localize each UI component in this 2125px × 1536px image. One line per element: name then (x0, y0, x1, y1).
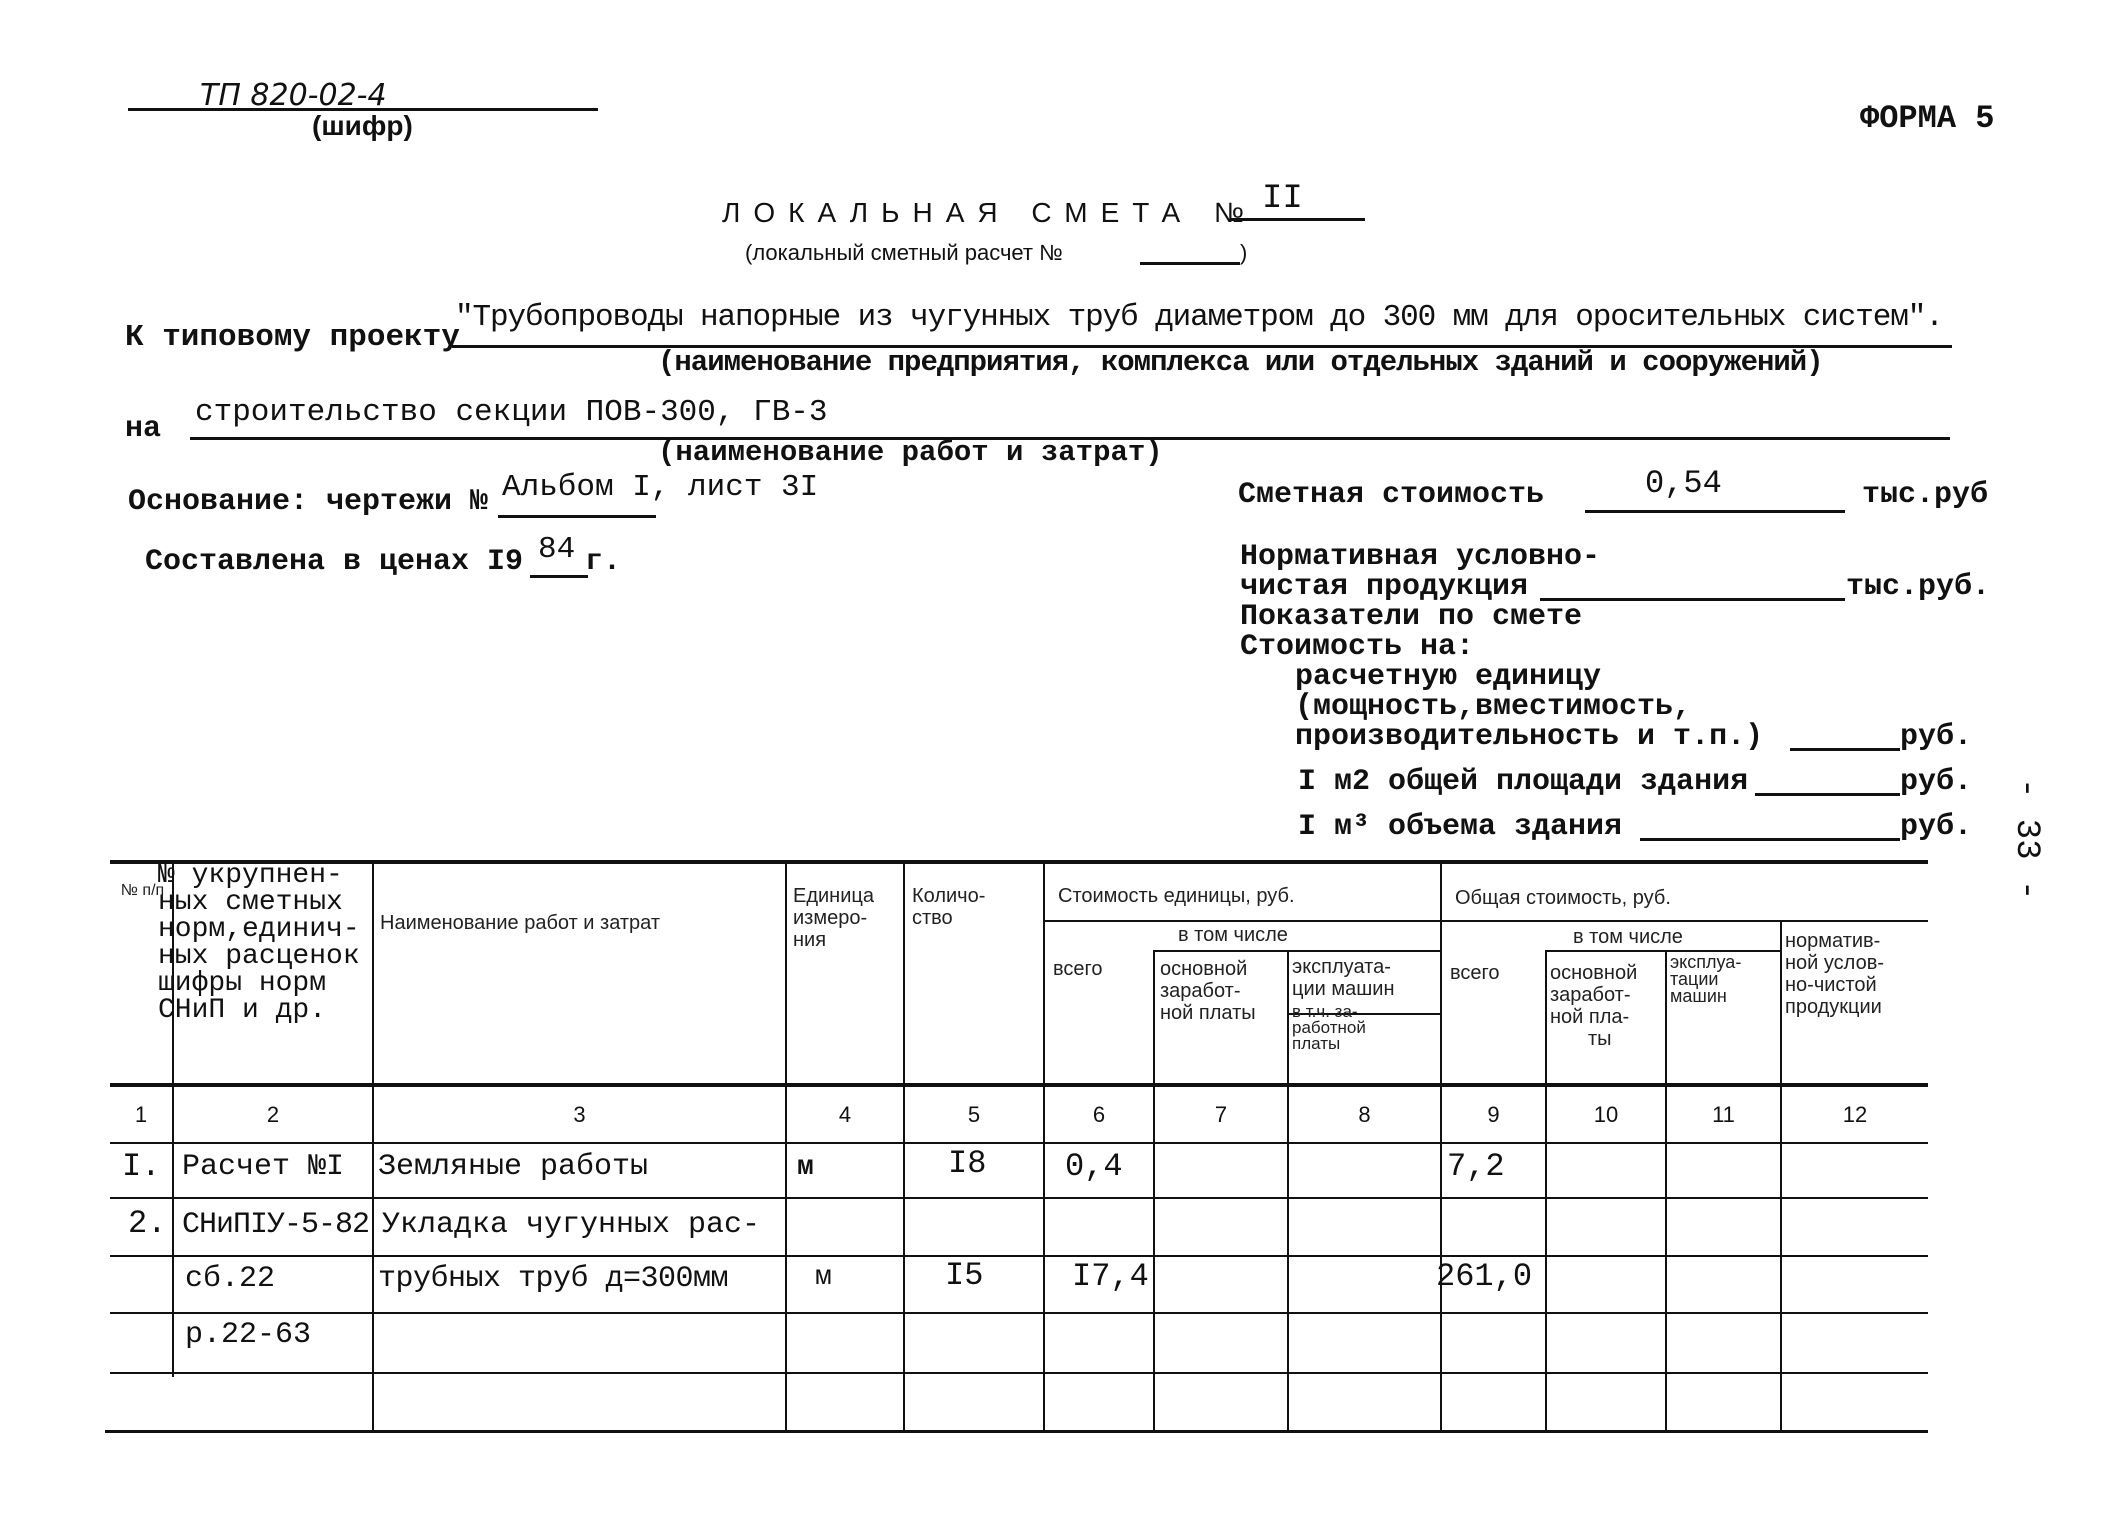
project-label: К типовому проекту (125, 320, 460, 355)
row4-bottom-border (110, 1372, 1928, 1374)
col-divider-10 (1665, 950, 1667, 1432)
calc-number-underline (1140, 262, 1240, 265)
calc-label: (локальный сметный расчет № (745, 240, 1063, 265)
area-label: I м2 общей площади здания (1298, 765, 1749, 799)
hdr-col4: Единица измеро- ния (793, 885, 874, 951)
unit-line2: (мощность,вместимость, (1295, 690, 1692, 724)
prices-label: Составлена в ценах I9 (145, 545, 524, 579)
colnum-12: 12 (1842, 1102, 1868, 1127)
header-divider-unit-cost (1045, 920, 1440, 922)
row2-unit: м (815, 1262, 832, 1293)
rub3: руб. (1900, 810, 1973, 844)
form-label: ФОРМА 5 (1860, 100, 1995, 137)
page-number: - 33 - (2007, 778, 2045, 901)
header-divider-incl-a (1153, 950, 1440, 952)
colnum-5: 5 (967, 1102, 981, 1127)
colnum-1: 1 (134, 1102, 148, 1127)
rub2: руб. (1900, 765, 1973, 799)
estimate-number-underline (1230, 218, 1365, 221)
hdr-col8: эксплуата- ции машин в т.ч. за- работной платы (1292, 956, 1395, 1053)
norm-underline (1540, 598, 1845, 601)
project-caption: (наименование предприятия, комплекса или отдельных зданий и сооружений) (658, 346, 1823, 379)
unit-underline (1790, 748, 1900, 751)
row1-total: 7,2 (1447, 1148, 1505, 1185)
row2-total: 261,0 (1436, 1258, 1533, 1295)
col-divider-8 (1440, 862, 1442, 1432)
table-top-border (110, 860, 1928, 864)
hdr-total-cost: Общая стоимость, руб. (1455, 887, 1671, 909)
colnum-9: 9 (1487, 1102, 1500, 1127)
header-bottom-border (110, 1083, 1928, 1087)
row1-qty: I8 (948, 1145, 987, 1182)
col-divider-4 (903, 862, 905, 1432)
cost-underline (1585, 510, 1845, 513)
prices-suffix: г. (585, 545, 622, 579)
area-underline (1755, 793, 1900, 796)
prices-year: 84 (538, 532, 576, 567)
row1-bottom-border (110, 1197, 1928, 1199)
works-label: на (125, 412, 162, 446)
row2-code-line1: СНиПIУ-5-82 (182, 1208, 370, 1242)
volume-underline (1640, 838, 1900, 841)
cost-value: 0,54 (1645, 465, 1722, 502)
row1-unit-cost: 0,4 (1065, 1148, 1123, 1185)
colnum-4: 4 (838, 1102, 852, 1127)
rub1: руб. (1900, 720, 1973, 754)
col-divider-3 (785, 862, 787, 1432)
cipher-value: ТП 820-02-4 (200, 78, 387, 113)
hdr-col11: эксплуа- тации машин (1670, 952, 1742, 1006)
volume-label: I м³ объема здания (1298, 810, 1623, 844)
basis-value: Альбом I, лист 3I (502, 470, 819, 505)
cost-per-label: Стоимость на: (1240, 630, 1475, 664)
colnum-7: 7 (1214, 1102, 1228, 1127)
colnum-3: 3 (573, 1102, 586, 1127)
header-divider-incl-b (1545, 950, 1780, 952)
header-divider-total-cost (1440, 920, 1928, 922)
estimate-label: ЛОКАЛЬНАЯ СМЕТА № (722, 197, 1257, 228)
basis-label: Основание: чертежи № (128, 485, 489, 519)
hdr-col3: Наименование работ и затрат (380, 912, 661, 934)
cost-unit: тыс.руб (1862, 478, 1989, 512)
unit-line3: производительность и т.п.) (1295, 720, 1764, 754)
hdr-col10: основной заработ- ной пла- ты (1550, 962, 1638, 1050)
norm-line1: Нормативная условно- (1240, 540, 1601, 574)
row1-code: Расчет №I (182, 1150, 345, 1184)
row2-number: 2. (128, 1205, 167, 1242)
row3-bottom-border (110, 1312, 1928, 1314)
row1-name: Земляные работы (378, 1150, 649, 1184)
estimate-number: II (1262, 180, 1303, 218)
colnum-6: 6 (1092, 1102, 1106, 1127)
row2-code-line2: сб.22 (185, 1262, 276, 1296)
works-value: строительство секции ПОВ-300, ГВ-3 (195, 395, 828, 430)
hdr-unit-cost: Стоимость единицы, руб. (1058, 885, 1295, 907)
hdr-incl-a: в том числе (1178, 924, 1288, 946)
hdr-incl-b: в том числе (1573, 926, 1683, 948)
project-value: "Трубопроводы напорные из чугунных труб диаметром до 300 мм для оросительных систем". (455, 300, 1943, 335)
norm-unit: тыс.руб. (1846, 570, 1991, 604)
table-bottom-border (105, 1430, 1928, 1433)
colnum-8: 8 (1358, 1102, 1371, 1127)
row2-unit-cost: I7,4 (1072, 1258, 1149, 1295)
hdr-col1: № п/п (120, 882, 165, 899)
basis-underline (498, 515, 656, 518)
unit-line1: расчетную единицу (1295, 660, 1602, 694)
colnum-2: 2 (266, 1102, 280, 1127)
row2-qty: I5 (945, 1257, 984, 1294)
row1-unit: м (797, 1152, 814, 1183)
row1-number: I. (122, 1148, 161, 1185)
indicators-label: Показатели по смете (1240, 600, 1583, 634)
row2-name-line1: Укладка чугунных рас- (382, 1208, 761, 1242)
cipher-label: (шифр) (312, 110, 413, 141)
works-caption: (наименование работ и затрат) (658, 436, 1163, 469)
colnum-10: 10 (1593, 1102, 1619, 1127)
hdr-col6: всего (1053, 958, 1103, 980)
col-divider-5 (1043, 862, 1045, 1432)
col-divider-7 (1287, 950, 1289, 1432)
col-divider-9 (1545, 950, 1547, 1432)
norm-line2: чистая продукция (1240, 570, 1529, 604)
hdr-col7: основной заработ- ной платы (1160, 958, 1256, 1024)
row2-bottom-border (110, 1255, 1928, 1257)
row2-name-line2: трубных труб д=300мм (378, 1262, 729, 1296)
hdr-col9: всего (1450, 962, 1500, 984)
hdr-col2: № укрупнен- ных сметных норм,единич- ных расценок шифры норм СНиП и др. (158, 860, 360, 1026)
colnum-bottom-border (110, 1142, 1928, 1144)
calc-close: ) (1240, 240, 1248, 265)
prices-year-underline (530, 575, 588, 578)
row2-code-line3: р.22-63 (185, 1318, 312, 1352)
col-divider-6 (1153, 950, 1155, 1432)
col-divider-11 (1780, 920, 1782, 1432)
hdr-col5: Количо- ство (912, 885, 986, 929)
hdr-col12: норматив- ной услов- но-чистой продукции (1785, 930, 1884, 1018)
cost-label: Сметная стоимость (1238, 478, 1545, 512)
colnum-11: 11 (1712, 1102, 1735, 1127)
